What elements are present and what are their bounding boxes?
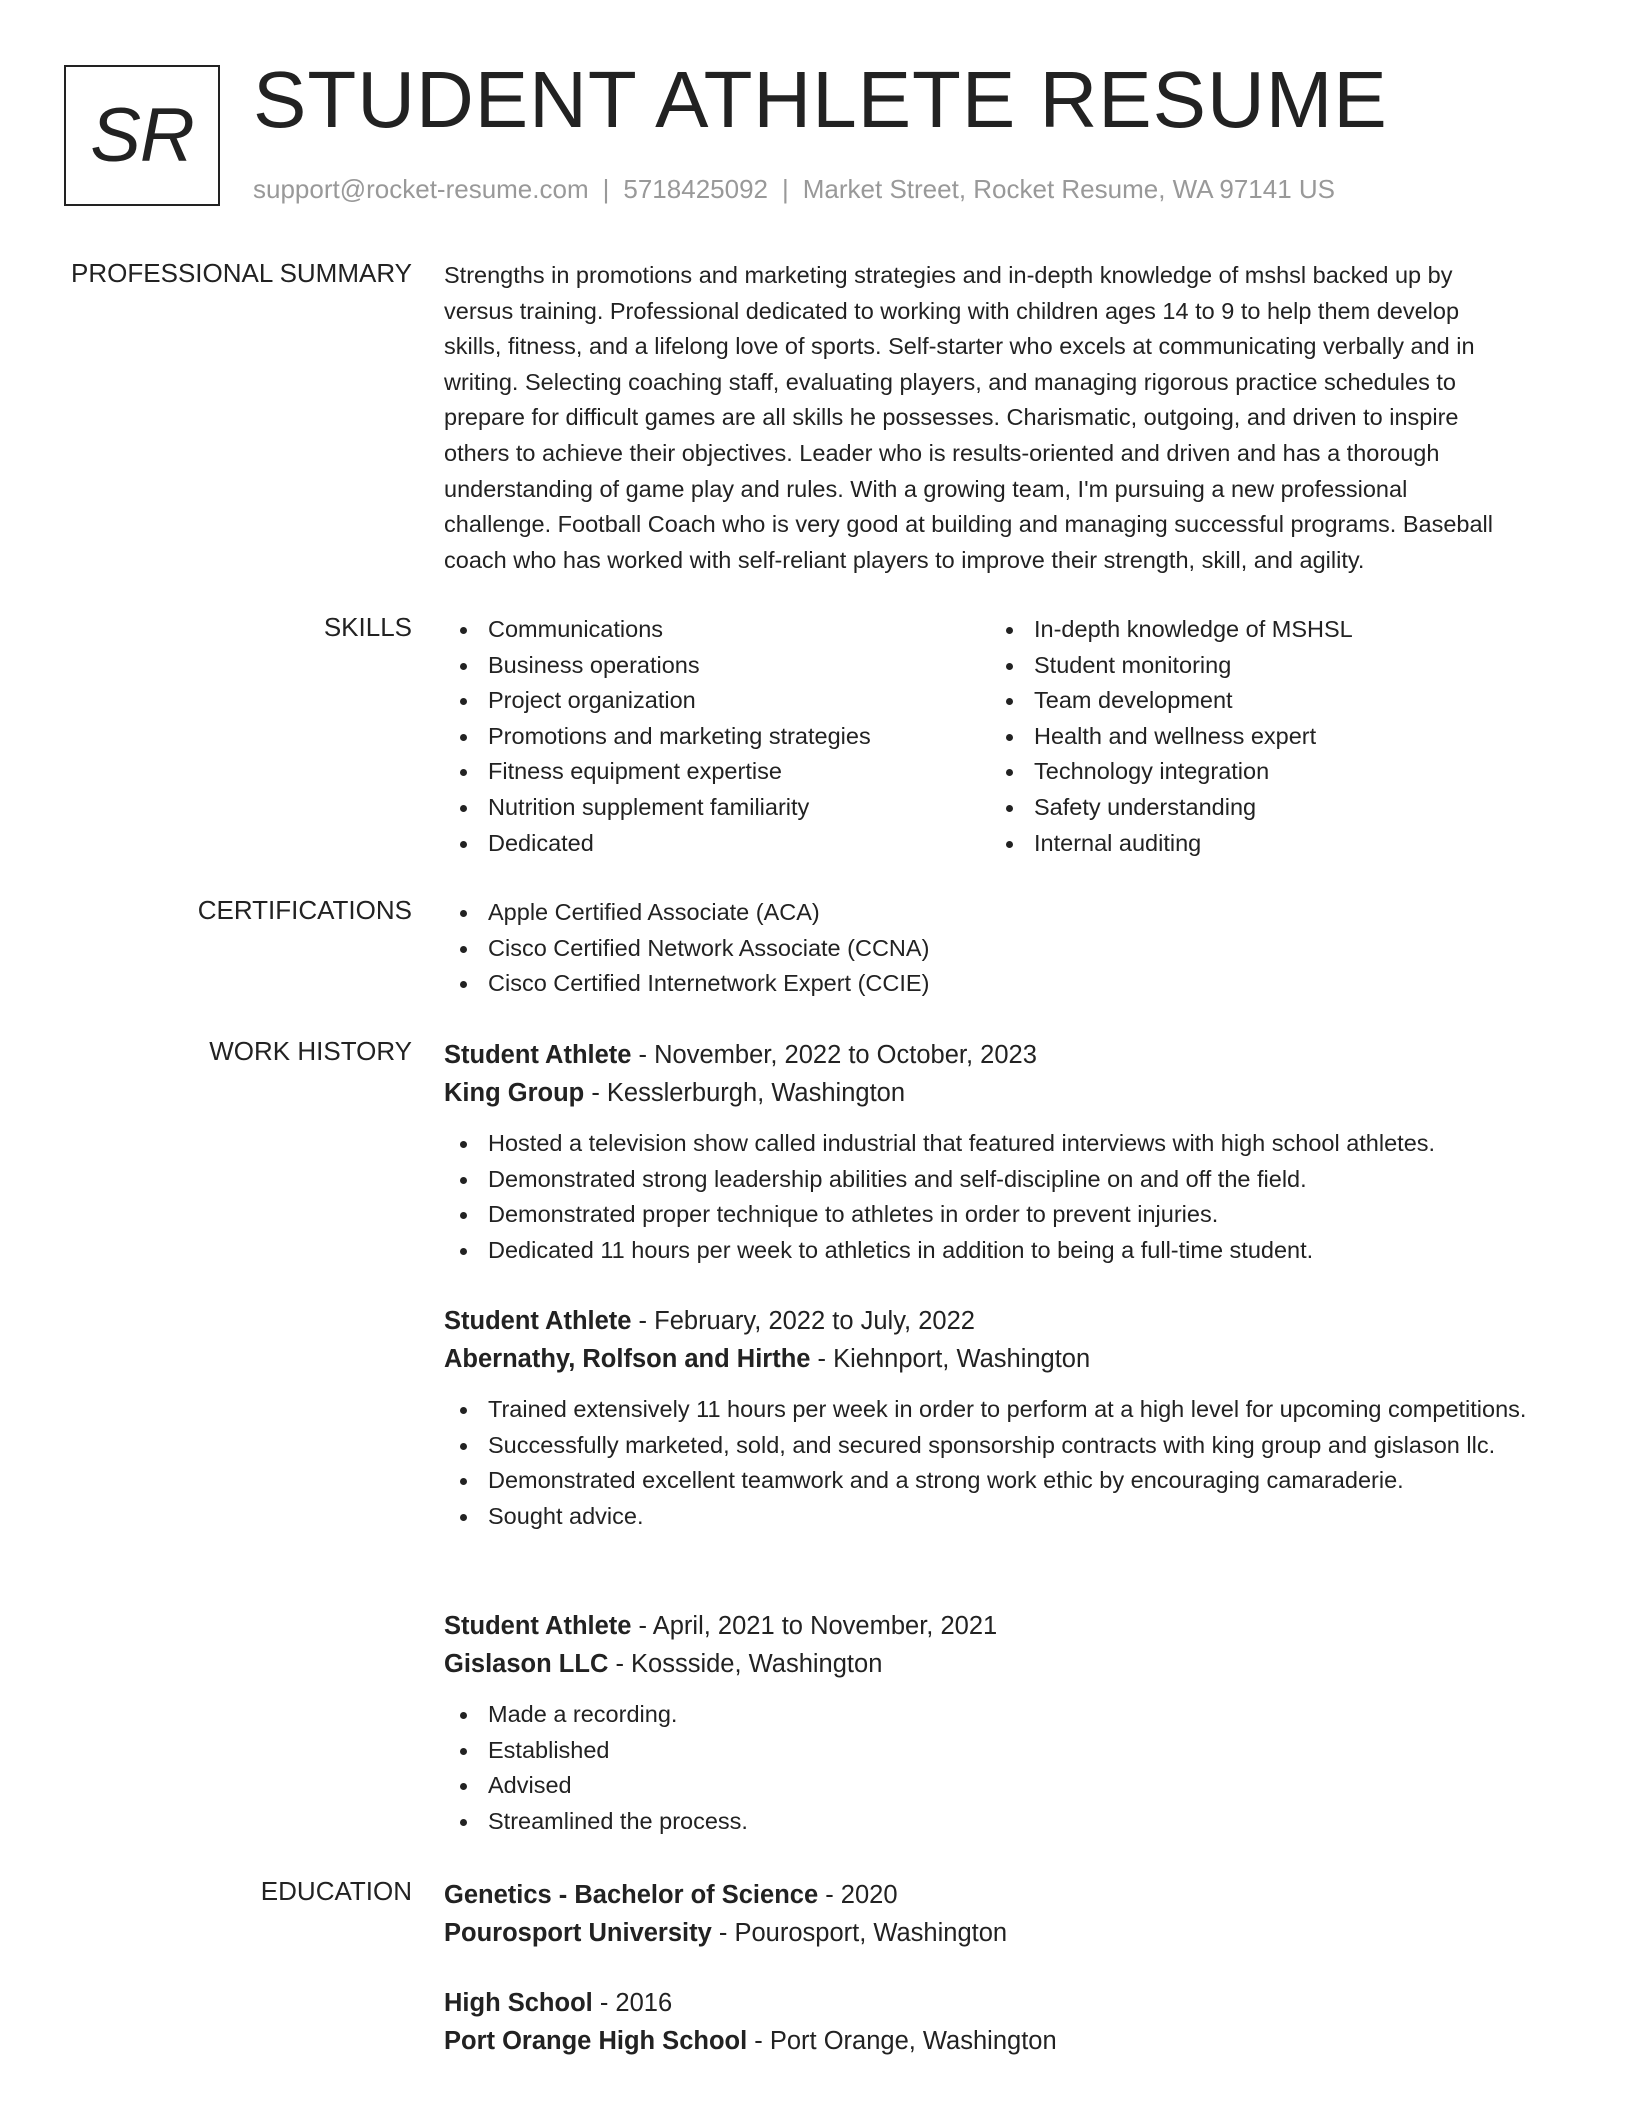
skills-heading: SKILLS bbox=[323, 612, 412, 642]
job-title: Student Athlete bbox=[444, 1041, 632, 1069]
skill-item: In-depth knowledge of MSHSL bbox=[990, 612, 1510, 648]
education-year: - 2020 bbox=[818, 1881, 898, 1909]
job-duty-item: Advised bbox=[444, 1768, 1564, 1804]
education-degree: High School bbox=[444, 1989, 593, 2017]
certification-item: Cisco Certified Internetwork Expert (CCIE) bbox=[444, 966, 1564, 1002]
summary-line: skills, fitness, and a lifelong love of sports. Self-starter who excels at communicating verbally and in bbox=[444, 333, 1475, 360]
job-dates: - April, 2021 to November, 2021 bbox=[631, 1612, 998, 1640]
skill-item: Fitness equipment expertise bbox=[444, 754, 990, 790]
summary-line: prepare for difficult games are all skills he possesses. Charismatic, outgoing, and driven to inspire bbox=[444, 404, 1459, 431]
job-duties-list bbox=[444, 1392, 1564, 1534]
contact-address: Market Street, Rocket Resume, WA 97141 US bbox=[802, 174, 1336, 204]
education-entry bbox=[444, 1876, 1564, 1952]
education-degree: Genetics - Bachelor of Science bbox=[444, 1881, 819, 1909]
skill-item: Nutrition supplement familiarity bbox=[444, 790, 990, 826]
summary-text bbox=[444, 258, 1564, 578]
summary-line: challenge. Football Coach who is very good at building and managing successful programs. Baseball bbox=[444, 511, 1493, 538]
job-duty-item: Sought advice. bbox=[444, 1499, 1564, 1535]
summary-line: understanding of game play and rules. With a growing team, I'm pursuing a new professional bbox=[444, 475, 1408, 502]
job-duty-item: Trained extensively 11 hours per week in order to perform at a high level for upcoming competitions. bbox=[444, 1392, 1564, 1428]
summary-line: Strengths in promotions and marketing strategies and in-depth knowledge of mshsl backed up by bbox=[444, 262, 1453, 288]
monogram-initials: SR bbox=[90, 93, 194, 178]
job-company: Abernathy, Rolfson and Hirthe bbox=[444, 1345, 811, 1373]
skill-item: Safety understanding bbox=[990, 790, 1510, 826]
job-company-line bbox=[444, 1645, 1564, 1683]
certification-item: Apple Certified Associate (ACA) bbox=[444, 895, 1564, 931]
job-duty-item: Made a recording. bbox=[444, 1697, 1564, 1733]
certification-item: Cisco Certified Network Associate (CCNA) bbox=[444, 931, 1564, 967]
education-degree-line bbox=[444, 1876, 1564, 1914]
job-title-line bbox=[444, 1607, 1564, 1645]
job-location: - Kiehnport, Washington bbox=[810, 1345, 1091, 1373]
job-duty-item: Successfully marketed, sold, and secured sponsorship contracts with king group and gislason llc. bbox=[444, 1428, 1564, 1464]
job-duty-item: Dedicated 11 hours per week to athletics in addition to being a full-time student. bbox=[444, 1233, 1564, 1269]
certifications-list bbox=[444, 895, 1564, 1002]
job-company-line bbox=[444, 1074, 1564, 1112]
job-company: King Group bbox=[444, 1079, 585, 1107]
skill-item: Project organization bbox=[444, 683, 990, 719]
skill-item: Team development bbox=[990, 683, 1510, 719]
job-company: Gislason LLC bbox=[444, 1650, 609, 1678]
education-degree-line bbox=[444, 1984, 1564, 2022]
job-title: Student Athlete bbox=[444, 1307, 632, 1335]
job-duty-item: Demonstrated proper technique to athletes in order to prevent injuries. bbox=[444, 1197, 1564, 1233]
summary-line: others to achieve their objectives. Leader who is results-oriented and driven and has a thorough bbox=[444, 439, 1440, 466]
summary-line: versus training. Professional dedicated to working with children ages 14 to 9 to help them develop bbox=[444, 297, 1460, 324]
job-title-line bbox=[444, 1302, 1564, 1340]
skill-item: Communications bbox=[444, 612, 990, 648]
skill-item: Business operations bbox=[444, 648, 990, 684]
job-duties-list bbox=[444, 1697, 1564, 1839]
job-duty-item: Established bbox=[444, 1733, 1564, 1769]
education-school: Port Orange High School bbox=[444, 2027, 748, 2055]
page-title: STUDENT ATHLETE RESUME bbox=[253, 55, 1388, 144]
job-company-line bbox=[444, 1340, 1564, 1378]
education-school-line bbox=[444, 2022, 1564, 2060]
monogram-box bbox=[64, 65, 220, 206]
education-school-line bbox=[444, 1914, 1564, 1952]
skill-item: Health and wellness expert bbox=[990, 719, 1510, 755]
education-entry bbox=[444, 1984, 1564, 2060]
skill-item: Dedicated bbox=[444, 826, 990, 862]
job-title-line bbox=[444, 1036, 1564, 1074]
skill-item: Internal auditing bbox=[990, 826, 1510, 862]
work-history-heading: WORK HISTORY bbox=[209, 1036, 412, 1066]
job-location: - Kossside, Washington bbox=[608, 1650, 883, 1678]
education-location: - Port Orange, Washington bbox=[747, 2027, 1057, 2055]
job-duty-item: Streamlined the process. bbox=[444, 1804, 1564, 1840]
skill-item: Student monitoring bbox=[990, 648, 1510, 684]
education-location: - Pourosport, Washington bbox=[711, 1919, 1008, 1947]
job-title: Student Athlete bbox=[444, 1612, 632, 1640]
job-duties-list bbox=[444, 1126, 1564, 1268]
job-dates: - November, 2022 to October, 2023 bbox=[631, 1041, 1037, 1069]
job-entry bbox=[444, 1036, 1564, 1268]
skill-item: Promotions and marketing strategies bbox=[444, 719, 990, 755]
job-duty-item: Demonstrated excellent teamwork and a strong work ethic by encouraging camaraderie. bbox=[444, 1463, 1564, 1499]
skills-list-right bbox=[990, 612, 1510, 861]
contact-separator: | bbox=[602, 174, 610, 204]
contact-phone: 5718425092 bbox=[623, 174, 768, 204]
job-dates: - February, 2022 to July, 2022 bbox=[631, 1307, 975, 1335]
certifications-heading: CERTIFICATIONS bbox=[197, 895, 412, 925]
contact-email: support@rocket-resume.com bbox=[253, 174, 589, 204]
education-year: - 2016 bbox=[592, 1989, 673, 2017]
job-location: - Kesslerburgh, Washington bbox=[584, 1079, 906, 1107]
job-entry bbox=[444, 1607, 1564, 1839]
contact-separator: | bbox=[782, 174, 789, 204]
job-duty-item: Demonstrated strong leadership abilities and self-discipline on and off the field. bbox=[444, 1162, 1564, 1198]
job-duty-item: Hosted a television show called industrial that featured interviews with high school athletes. bbox=[444, 1126, 1564, 1162]
education-heading: EDUCATION bbox=[260, 1876, 412, 1906]
skill-item: Technology integration bbox=[990, 754, 1510, 790]
education-school: Pourosport University bbox=[444, 1919, 712, 1947]
summary-heading: PROFESSIONAL SUMMARY bbox=[71, 258, 412, 288]
summary-line: writing. Selecting coaching staff, evaluating players, and managing rigorous practice schedules to bbox=[444, 368, 1456, 395]
skills-list-left bbox=[444, 612, 990, 861]
summary-line: coach who has worked with self-reliant players to improve their strength, skill, and agility. bbox=[444, 546, 1365, 573]
contact-line bbox=[253, 174, 1335, 205]
job-entry bbox=[444, 1302, 1564, 1534]
